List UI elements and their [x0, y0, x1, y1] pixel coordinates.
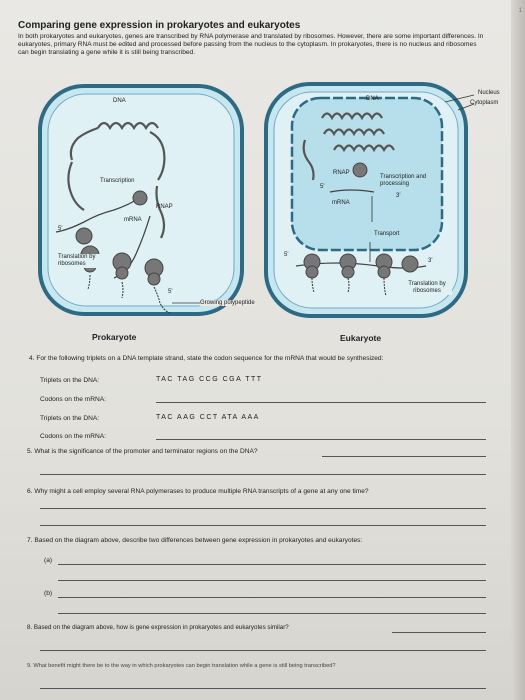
- question-5: 5. What is the significance of the promoter and terminator regions on the DNA?: [27, 448, 258, 455]
- question-8: 8. Based on the diagram above, how is gene expression in prokaryotes and eukaryotes similar?: [27, 624, 289, 631]
- eukaryote-rnap: [353, 163, 367, 177]
- prok-rnap-label: RNAP: [156, 204, 173, 210]
- q9-answer-line-1[interactable]: [40, 688, 486, 689]
- prokaryote-caption: Prokaryote: [92, 332, 137, 342]
- euk-five-prime-a: 5': [320, 184, 325, 190]
- q7-part-a: (a): [44, 557, 53, 564]
- cytoplasm-label: Cytoplasm: [470, 100, 499, 106]
- question-9: 9. What benefit might there be to the way in which prokaryotes can begin translation while a gene is still being transcribed?: [27, 663, 336, 669]
- euk-three-prime-b: 3': [428, 258, 433, 264]
- question-4: 4. For the following triplets on a DNA template strand, state the codon sequence for the mRNA that would be synthesized:: [29, 355, 384, 362]
- page-title: Comparing gene expression in prokaryotes and eukaryotes: [18, 20, 301, 31]
- q4-triplets-1: TAC TAG CCG CGA TTT: [156, 376, 263, 383]
- q7a-answer-line-2[interactable]: [58, 580, 486, 581]
- nucleus-label: Nucleus: [478, 90, 500, 96]
- q4-triplets-2: TAC AAG CCT ATA AAA: [156, 414, 260, 421]
- eukaryote-caption: Eukaryote: [340, 333, 382, 343]
- euk-mrna-label: mRNA: [332, 200, 350, 206]
- euk-transport-label: Transport: [374, 231, 400, 237]
- q6-answer-line-1[interactable]: [40, 508, 486, 509]
- q5-answer-line-1[interactable]: [322, 456, 486, 457]
- q6-answer-line-2[interactable]: [40, 525, 486, 526]
- q4-codons-label-1: Codons on the mRNA:: [40, 396, 106, 403]
- q8-answer-line-1[interactable]: [392, 632, 486, 633]
- q8-answer-line-2[interactable]: [40, 650, 486, 651]
- question-6: 6. Why might a cell employ several RNA polymerases to produce multiple RNA transcripts of a gene at any one time?: [27, 488, 369, 495]
- prok-five-prime-a: 5': [58, 226, 63, 232]
- q4-codons-label-2: Codons on the mRNA:: [40, 433, 106, 440]
- prok-dna-label: DNA: [113, 98, 126, 104]
- prok-mrna-label: mRNA: [124, 217, 142, 223]
- euk-rnap-label: RNAP: [333, 170, 350, 176]
- q7b-answer-line-2[interactable]: [58, 613, 486, 614]
- growing-polypeptide-label: Growing polypeptide: [200, 300, 255, 306]
- euk-five-prime-b: 5': [284, 252, 289, 258]
- q4-triplets-label-2: Triplets on the DNA:: [40, 415, 100, 422]
- page-number: 1: [518, 8, 522, 14]
- q4-triplets-label-1: Triplets on the DNA:: [40, 377, 100, 384]
- prok-translation-label: Translation by ribosomes: [58, 254, 100, 268]
- q4-answer-line-1[interactable]: [156, 402, 486, 403]
- euk-translation-label: Translation by ribosomes: [402, 281, 452, 295]
- euk-dna-label: DNA: [366, 96, 379, 102]
- q7a-answer-line-1[interactable]: [58, 564, 486, 565]
- q4-answer-line-2[interactable]: [156, 439, 486, 440]
- q7-part-b: (b): [44, 590, 53, 597]
- q7b-answer-line-1[interactable]: [58, 597, 486, 598]
- prok-transcription-label: Transcription: [100, 178, 135, 184]
- euk-processing-label: Transcription and processing: [380, 174, 427, 187]
- question-7: 7. Based on the diagram above, describe two differences between gene expression in prokaryotes and eukaryotes:: [27, 537, 363, 544]
- q5-answer-line-2[interactable]: [40, 474, 486, 475]
- prok-five-prime-b: 5': [168, 289, 173, 295]
- intro-paragraph: In both prokaryotes and eukaryotes, genes are transcribed by RNA polymerase and translated by ribosomes. However, there are some important differences. In eukaryotes, primary RNA must be edited and processed before passing from the nucleus to the cytoplasm. In prokaryotes, there is no nucleus and ribosomes can begin translating a gene while it is still being transcribed.: [18, 33, 484, 56]
- euk-three-prime-a: 3': [396, 193, 401, 199]
